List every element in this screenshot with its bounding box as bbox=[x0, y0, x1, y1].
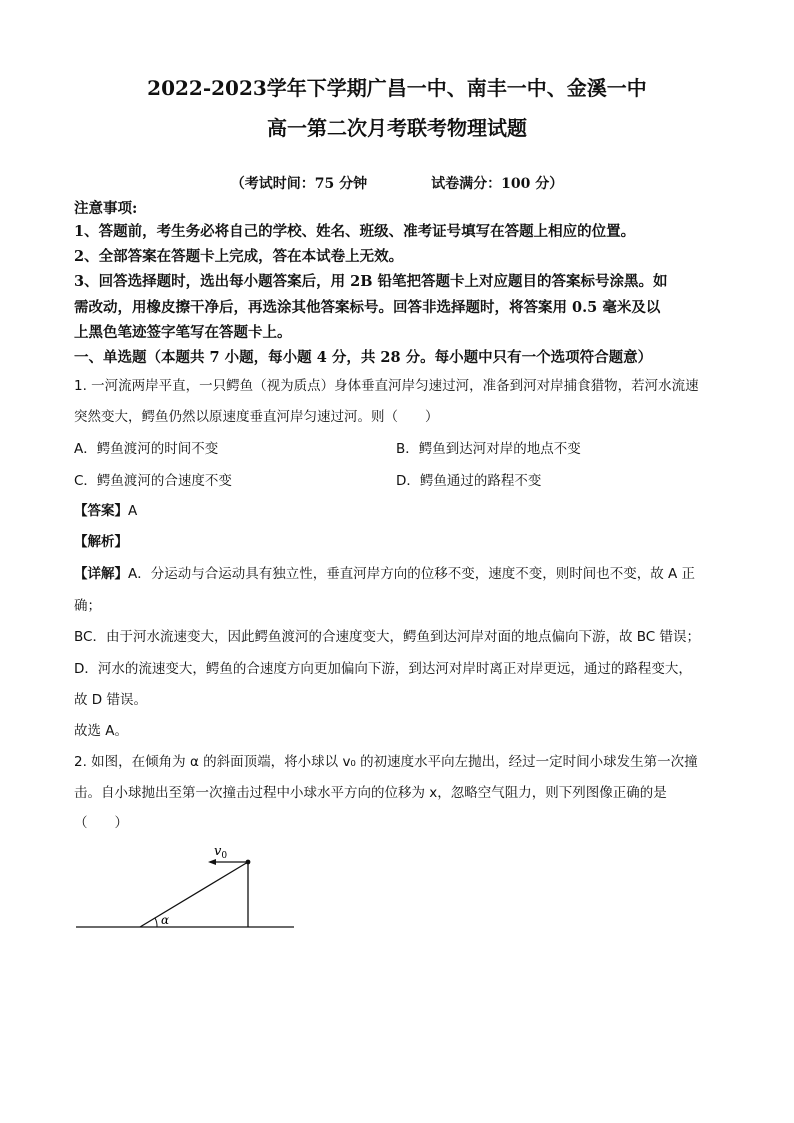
incline-figure bbox=[70, 835, 300, 935]
q1-detail-line2: 确； bbox=[74, 598, 101, 614]
detail-text: A．分运动与合运动具有独立性，垂直河岸方向的位移不变，速度不变，则时间也不变，故 A 正 bbox=[128, 566, 696, 582]
q2-stem-line1: 2. 如图，在倾角为 α 的斜面顶端，将小球以 v₀ 的初速度水平向左抛出，经过一定时间小球发生第一次撞 bbox=[74, 754, 698, 770]
angle-arc bbox=[155, 918, 157, 927]
note-item-3-cont: 需改动，用橡皮擦干净后，再选涂其他答案标号。回答非选择题时，将答案用 0.5 毫米及以 bbox=[74, 299, 661, 316]
angle-label: α bbox=[161, 913, 170, 927]
incline-surface bbox=[140, 862, 248, 927]
q1-detail-line3: BC．由于河水流速变大，因此鳄鱼渡河的合速度变大，鳄鱼到达河岸对面的地点偏向下游，故 BC 错误； bbox=[74, 629, 700, 645]
q1-detail-line4: D．河水的流速变大，鳄鱼的合速度方向更加偏向下游，到达河对岸时离正对岸更远，通过的路程变大， bbox=[74, 661, 692, 677]
q2-stem-line3: （ ） bbox=[74, 815, 128, 831]
note-item-2: 2、全部答案在答题卡上完成，答在本试卷上无效。 bbox=[74, 248, 404, 265]
analysis-tag: 【解析】 bbox=[74, 534, 128, 550]
exam-time: （考试时间：75 分钟 bbox=[230, 176, 368, 192]
note-item-3: 3、回答选择题时，选出每小题答案后，用 2B 铅笔把答题卡上对应题目的答案标号涂黑。如 bbox=[74, 273, 668, 290]
note-item-1: 1、答题前，考生务必将自己的学校、姓名、班级、准考证号填写在答题上相应的位置。 bbox=[74, 223, 636, 240]
velocity-label: $v_0$ bbox=[214, 844, 228, 861]
q1-option-b: B．鳄鱼到达河对岸的地点不变 bbox=[396, 441, 581, 457]
section-heading: 一、单选题（本题共 7 小题，每小题 4 分，共 28 分。每小题中只有一个选项符合题意） bbox=[74, 349, 653, 366]
arrow-head bbox=[208, 859, 216, 865]
q1-option-d: D．鳄鱼通过的路程不变 bbox=[396, 473, 542, 489]
q1-option-a: A．鳄鱼渡河的时间不变 bbox=[74, 441, 219, 457]
q2-stem-line2: 击。自小球抛出至第一次撞击过程中小球水平方向的位移为 x，忽略空气阻力，则下列图像正确的是 bbox=[74, 785, 667, 801]
exam-title-line2: 高一第二次月考联考物理试题 bbox=[267, 116, 527, 140]
q1-detail-line5: 故 D 错误。 bbox=[74, 692, 147, 708]
q1-stem-line2: 突然变大，鳄鱼仍然以原速度垂直河岸匀速过河。则（ ） bbox=[74, 409, 439, 425]
q1-detail-line1 bbox=[74, 562, 695, 582]
q1-conclusion: 故选 A。 bbox=[74, 723, 129, 739]
note-item-3-end: 上黑色笔迹签字笔写在答题卡上。 bbox=[74, 324, 292, 341]
notes-heading: 注意事项: bbox=[74, 200, 138, 217]
q1-option-c: C．鳄鱼渡河的合速度不变 bbox=[74, 473, 232, 489]
exam-info bbox=[0, 173, 794, 193]
q1-stem-line1: 1. 一河流两岸平直，一只鳄鱼（视为质点）身体垂直河岸匀速过河，准备到河对岸捕食猎物，若河水流速 bbox=[74, 378, 699, 394]
detail-tag: 【详解】 bbox=[74, 566, 128, 582]
exam-title-line1: 2022-2023学年下学期广昌一中、南丰一中、金溪一中 bbox=[147, 76, 647, 100]
full-score: 试卷满分：100 分） bbox=[431, 176, 564, 192]
ball bbox=[246, 860, 251, 865]
q1-answer bbox=[74, 499, 137, 519]
answer-tag: 【答案】 bbox=[74, 503, 128, 519]
answer-value: A bbox=[128, 503, 138, 519]
